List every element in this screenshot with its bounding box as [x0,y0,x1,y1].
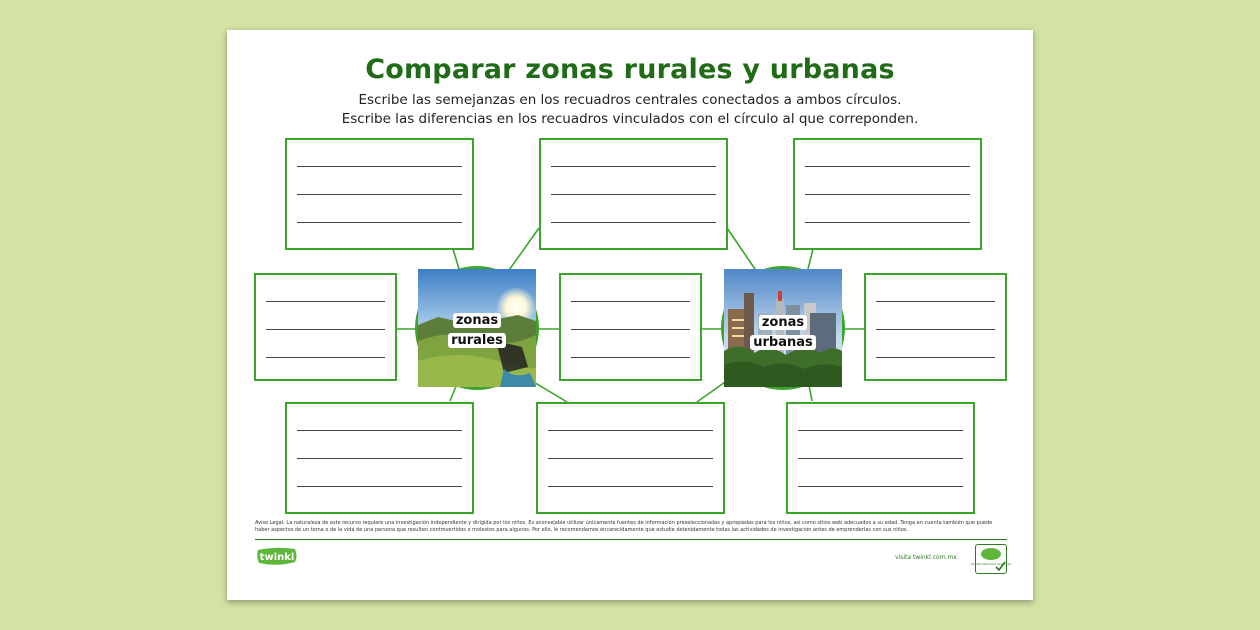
urban-label-line1: zonas [759,315,807,330]
writing-line [297,166,462,167]
worksheet-title: Comparar zonas rurales y urbanas [365,54,895,85]
writing-line [876,329,995,330]
worksheet-page [227,30,1033,600]
writing-box-rural-bottom[interactable] [285,402,474,514]
instruction-similarities: Escribe las semejanzas en los recuadros centrales conectados a ambos círculos. [358,92,902,108]
writing-box-similarity-top[interactable] [539,138,728,250]
writing-line [798,430,963,431]
writing-box-similarity-bottom[interactable] [536,402,725,514]
writing-box-similarity-middle[interactable] [559,273,702,381]
urban-label-line2: urbanas [750,335,816,350]
writing-line [297,194,462,195]
connector-urban-top [808,249,813,269]
twinkl-logo-text: twinkl [259,552,295,563]
writing-box-rural-left[interactable] [254,273,397,381]
writing-line [266,301,385,302]
rural-label-line1: zonas [453,313,501,328]
urban-area-circle [721,266,845,390]
writing-line [551,222,716,223]
writing-line [297,430,462,431]
writing-line [548,430,713,431]
writing-line [551,194,716,195]
writing-line [297,486,462,487]
writing-line [266,329,385,330]
quality-badge-icon [970,545,1012,573]
writing-box-urban-bottom[interactable] [786,402,975,514]
rural-label-line2: rurales [448,333,506,348]
writing-line [571,301,690,302]
instruction-differences: Escribe las diferencias en los recuadros vinculados con el círculo al que correponden. [341,111,919,127]
connector-urban-bottom [809,385,812,401]
quality-badge-text: Quality Standard Approved [970,562,1012,566]
legal-notice: Aviso Legal: La naturaleza de este recurso requiere una investigación independiente y dirigida por los niños. Es aconsejable utilizar únicamente fuentes de información preseleccionadas y apropiadas para los niños, así como sitios web adecuados a su edad. Tenga en cuenta también que puede haber aspectos de un tema o de la vida de una persona que resulten controvertidos o molestos para algunos. Por ello, le recomendamos encarecidamente que estudie detenidamente todas las actividades de investigación antes de emprenderlas con sus niños. [255,520,993,533]
rural-landscape-image [418,269,536,387]
writing-line [876,357,995,358]
writing-line [805,166,970,167]
writing-line [571,357,690,358]
writing-line [548,458,713,459]
connector-rural-top [453,249,459,269]
rural-area-circle [415,266,539,390]
footer-divider [255,539,1007,540]
quality-badge [970,544,1012,574]
writing-line [798,458,963,459]
writing-line [876,301,995,302]
writing-line [798,486,963,487]
writing-line [571,329,690,330]
writing-box-urban-top[interactable] [793,138,982,250]
writing-box-rural-top[interactable] [285,138,474,250]
writing-line [297,458,462,459]
writing-box-urban-right[interactable] [864,273,1007,381]
visit-link[interactable]: visita twinkl.com.mx [895,554,957,561]
writing-line [266,357,385,358]
writing-line [805,194,970,195]
twinkl-logo [255,545,299,567]
writing-line [548,486,713,487]
connector-urban-topcenter [727,228,757,272]
writing-line [805,222,970,223]
connector-rural-topcenter [507,228,539,273]
writing-line [551,166,716,167]
writing-line [297,222,462,223]
